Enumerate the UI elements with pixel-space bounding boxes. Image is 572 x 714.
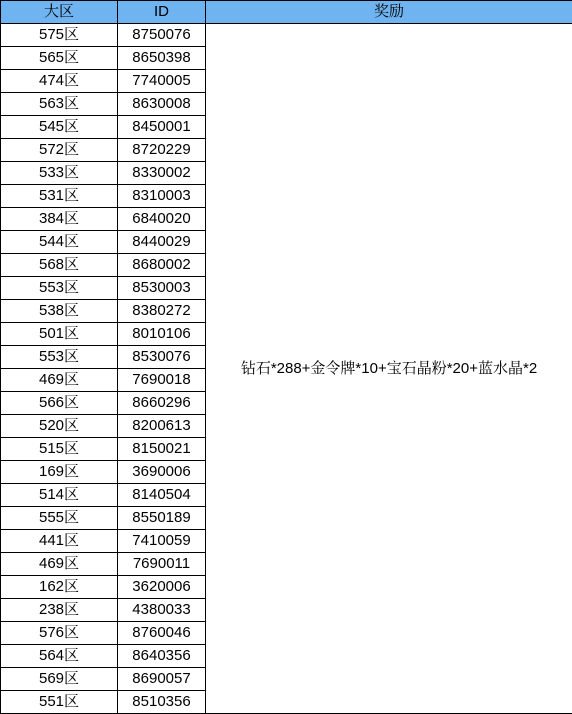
cell-region: 545区 <box>1 116 118 139</box>
table-row <box>1 24 572 47</box>
cell-region: 441区 <box>1 530 118 553</box>
cell-region: 565区 <box>1 47 118 70</box>
cell-id: 8720229 <box>118 139 206 162</box>
cell-id: 7740005 <box>118 70 206 93</box>
cell-id: 7690011 <box>118 553 206 576</box>
cell-id: 8510356 <box>118 691 206 714</box>
cell-id: 6840020 <box>118 208 206 231</box>
cell-region: 553区 <box>1 277 118 300</box>
cell-region: 564区 <box>1 645 118 668</box>
cell-region: 531区 <box>1 185 118 208</box>
cell-region: 469区 <box>1 553 118 576</box>
cell-id: 8640356 <box>118 645 206 668</box>
cell-region: 568区 <box>1 254 118 277</box>
cell-region: 514区 <box>1 484 118 507</box>
cell-region: 169区 <box>1 461 118 484</box>
cell-id: 3690006 <box>118 461 206 484</box>
cell-region: 576区 <box>1 622 118 645</box>
cell-id: 8650398 <box>118 47 206 70</box>
cell-id: 8630008 <box>118 93 206 116</box>
cell-id: 8310003 <box>118 185 206 208</box>
cell-region: 501区 <box>1 323 118 346</box>
cell-id: 8660296 <box>118 392 206 415</box>
cell-region: 569区 <box>1 668 118 691</box>
cell-id: 8010106 <box>118 323 206 346</box>
cell-region: 575区 <box>1 24 118 47</box>
cell-region: 469区 <box>1 369 118 392</box>
header-id: ID <box>118 1 206 24</box>
cell-id: 8550189 <box>118 507 206 530</box>
cell-id: 8380272 <box>118 300 206 323</box>
cell-region: 515区 <box>1 438 118 461</box>
cell-id: 7410059 <box>118 530 206 553</box>
cell-id: 8440029 <box>118 231 206 254</box>
cell-region: 538区 <box>1 300 118 323</box>
cell-region: 551区 <box>1 691 118 714</box>
cell-id: 8760046 <box>118 622 206 645</box>
cell-region: 533区 <box>1 162 118 185</box>
cell-id: 8530076 <box>118 346 206 369</box>
cell-region: 566区 <box>1 392 118 415</box>
cell-id: 8450001 <box>118 116 206 139</box>
cell-id: 8530003 <box>118 277 206 300</box>
cell-region: 162区 <box>1 576 118 599</box>
cell-reward: 钻石*288+金令牌*10+宝石晶粉*20+蓝水晶*2 <box>206 24 572 714</box>
header-reward: 奖励 <box>206 1 572 24</box>
cell-region: 544区 <box>1 231 118 254</box>
cell-id: 3620006 <box>118 576 206 599</box>
cell-region: 572区 <box>1 139 118 162</box>
cell-region: 555区 <box>1 507 118 530</box>
cell-id: 8200613 <box>118 415 206 438</box>
header-row <box>1 1 572 24</box>
cell-id: 8680002 <box>118 254 206 277</box>
cell-id: 8330002 <box>118 162 206 185</box>
cell-id: 8140504 <box>118 484 206 507</box>
cell-region: 553区 <box>1 346 118 369</box>
cell-id: 8690057 <box>118 668 206 691</box>
header-region: 大区 <box>1 1 118 24</box>
cell-region: 474区 <box>1 70 118 93</box>
cell-region: 520区 <box>1 415 118 438</box>
cell-region: 238区 <box>1 599 118 622</box>
cell-id: 8150021 <box>118 438 206 461</box>
table-body <box>1 24 572 714</box>
cell-id: 8750076 <box>118 24 206 47</box>
cell-region: 384区 <box>1 208 118 231</box>
cell-id: 4380033 <box>118 599 206 622</box>
cell-region: 563区 <box>1 93 118 116</box>
cell-id: 7690018 <box>118 369 206 392</box>
